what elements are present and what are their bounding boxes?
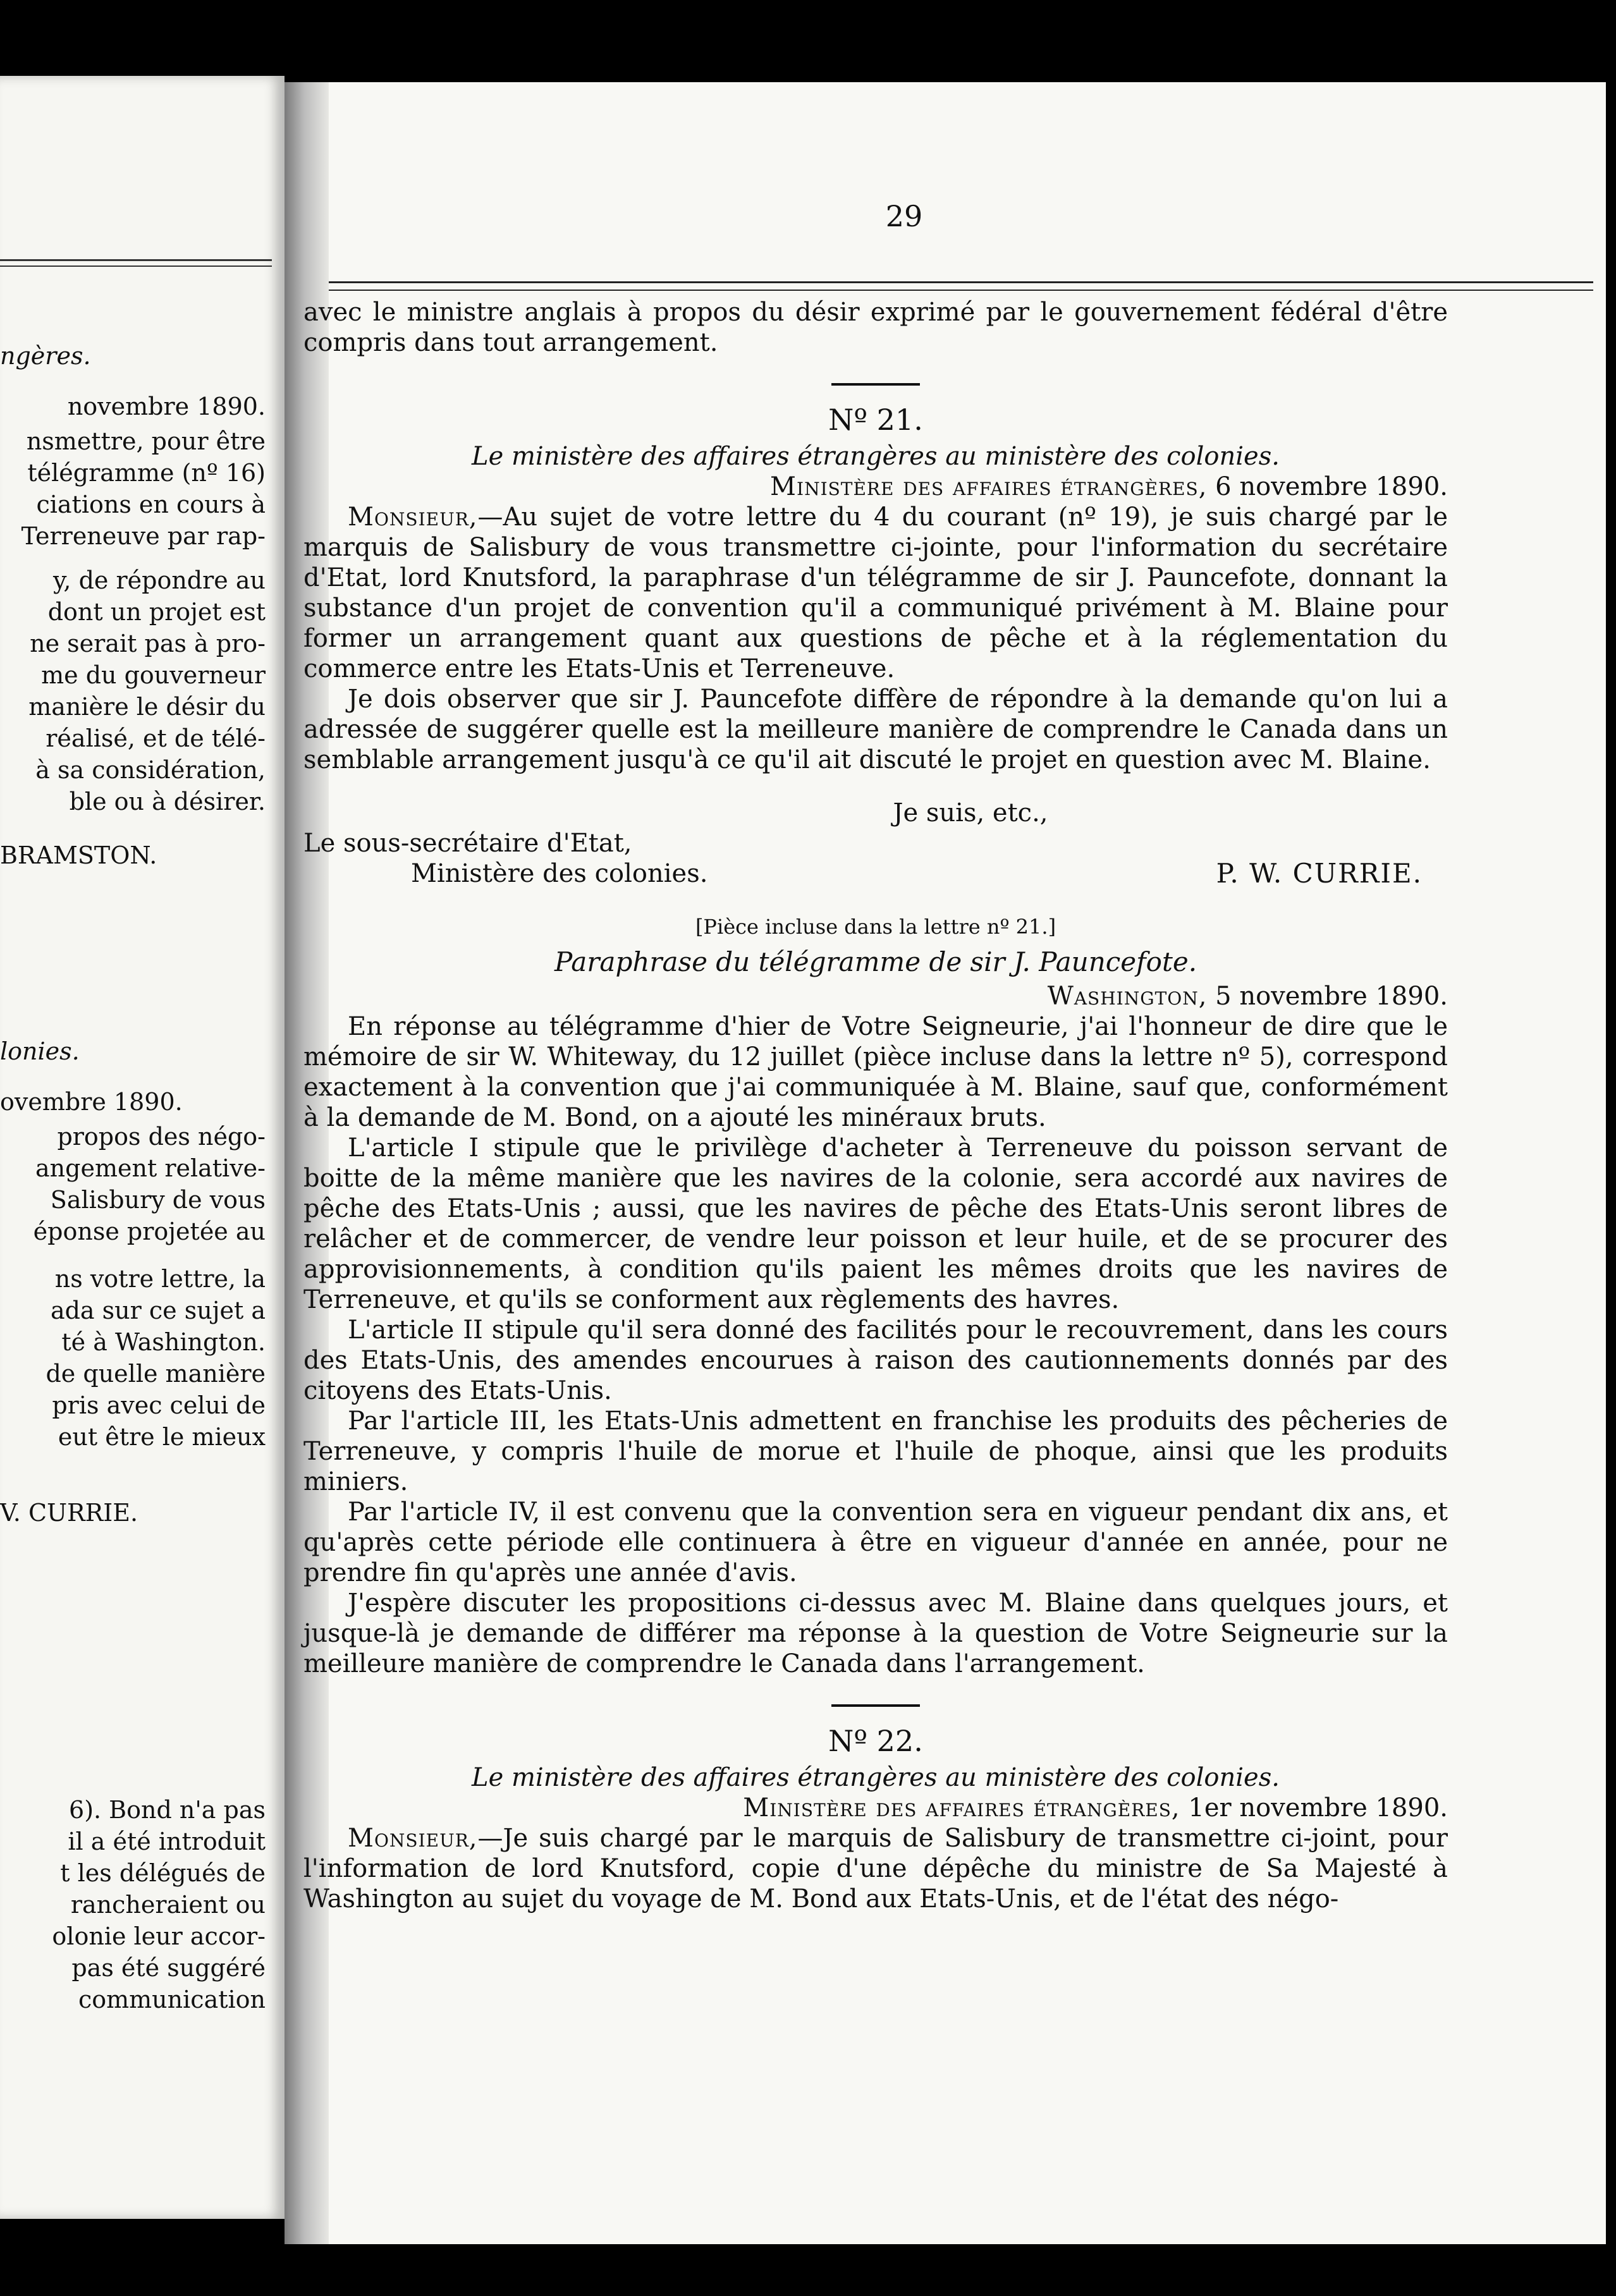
document-21-paragraph-2: Je dois observer que sir J. Pauncefote diffère de répondre à la demande qu'on lui a adressée de suggérer quelle est la meilleure manière de comprendre le Canada dans un semblable arrangement jusqu'à ce qu'il ait discuté le projet en question avec M. Blaine. [303,685,1448,774]
left-page-line: nsmettre, pour être [26,427,266,455]
document-21-dateline [303,472,1448,502]
left-page-line: novembre 1890. [67,393,266,420]
enclosure-title: Paraphrase du télégramme de sir J. Pauncefote. [554,946,1197,977]
enclosure-paragraph: L'article I stipule que le privilège d'acheter à Terreneuve du poisson servant de boitte de la même manière que les navires de la colonie, sera accordé aux navires de pêche des Etats-Unis ; aussi, que les navires de pêche des Etats-Unis seront libres de relâcher et de commercer, de vendre leur poisson et leur huile, et de se procurer des approvisionnements, à condition qu'ils paient les mêmes droits que les navires de Terreneuve, et qu'ils se conforment aux règlements des havres. [303,1133,1448,1314]
document-22-paragraph-1 [303,1823,1448,1914]
dateline-date: 6 novembre 1890. [1215,472,1448,501]
left-header-rule [0,259,272,261]
enclosure-paragraph: J'espère discuter les propositions ci-dessus avec M. Blaine dans quelques jours, et jusque-là je demande de différer ma réponse à la question de Votre Seigneurie sur la meilleure manière de comprendre le Canada dans l'arrangement. [303,1589,1448,1678]
main-page [285,82,1606,2244]
left-page-line: BRAMSTON. [0,841,157,869]
left-page-line: ble ou à désirer. [69,788,266,815]
left-page-line: propos des négo- [57,1123,266,1151]
page-number: 29 [885,199,923,233]
header-rule [329,281,1593,283]
left-page-line: dont un projet est [47,598,266,626]
document-22-dateline [303,1793,1448,1823]
header-rule-2 [329,290,1593,291]
left-page-line: rancheraient ou [70,1891,266,1919]
salutation: Monsieur, [348,503,478,532]
left-page-line: éponse projetée au [33,1218,266,1245]
recipient-line-1: Le sous-secrétaire d'Etat, [303,829,632,858]
document-number-22: Nº 22. [828,1724,923,1758]
left-page-line: ovembre 1890. [0,1088,183,1116]
enclosure-paragraph: En réponse au télégramme d'hier de Votre Seigneurie, j'ai l'honneur de dire que le mémoire de sir W. Whiteway, du 12 juillet (pièce incluse dans la lettre nº 5), correspond exactement à la convention que j'ai communiquée à M. Blaine, sauf que, conformément à la demande de M. Bond, on a ajouté les minéraux bruts. [303,1012,1448,1132]
salutation: Monsieur, [348,1824,478,1853]
left-page-line: ns votre lettre, la [54,1265,266,1293]
left-page-line: V. CURRIE. [0,1499,138,1527]
section-divider [831,1704,920,1707]
left-page-line: t les délégués de [60,1859,266,1887]
dateline-place: Ministère des affaires étrangères, [743,1793,1180,1823]
left-page-line: 6). Bond n'a pas [69,1796,266,1824]
left-page-line: Terreneuve par rap- [21,522,266,550]
left-page-line: ne serait pas à pro- [30,630,266,657]
left-page-line: manière le désir du [28,693,266,721]
document-22-heading: Le ministère des affaires étrangères au ministère des colonies. [472,1763,1280,1792]
left-page-line: eut être le mieux [58,1423,266,1451]
enclosure-paragraph: L'article II stipule qu'il sera donné des facilités pour le recouvrement, dans les cours des Etats-Unis, des amendes encourues à raison des cautionnements donnés par des citoyens des Etats-Unis. [303,1316,1448,1405]
left-page-line: lonies. [0,1037,80,1065]
left-page-line: me du gouverneur [41,661,266,689]
paragraph-text: —Au sujet de votre lettre du 4 du courant (nº 19), je suis chargé par le marquis de Salisbury de vous transmettre ci-jointe, pour l'information du secrétaire d'Etat, lord Knutsford, la paraphrase d'un télégramme de sir J. Pauncefote, donnant la substance d'un projet de convention qu'il a communiqué privément à M. Blaine pour former un arrangement quant aux questions de pêche et à la réglementation du commerce entre les Etats-Unis et Terreneuve. [303,503,1448,683]
left-page-line: télégramme (nº 16) [27,459,266,487]
left-page-line: il a été introduit [68,1828,266,1855]
paragraph-text: —Je suis chargé par le marquis de Salisbury de transmettre ci-joint, pour l'information de lord Knutsford, copie d'une dépêche du ministre de Sa Majesté à Washington au sujet du voyage de M. Bond aux Etats-Unis, et de l'état des négo- [303,1824,1448,1914]
document-21-heading: Le ministère des affaires étrangères au ministère des colonies. [472,442,1280,471]
signature-block [303,828,1448,889]
left-facing-page [0,76,285,2219]
enclosure-note: [Pièce incluse dans la lettre nº 21.] [695,915,1056,939]
continuation-paragraph: avec le ministre anglais à propos du désir exprimé par le gouvernement fédéral d'être compris dans tout arrangement. [303,298,1448,357]
closing-formula: Je suis, etc., [893,798,1048,827]
enclosure-dateline [303,981,1448,1011]
left-page-line: réalisé, et de télé- [46,724,266,752]
left-page-line: de quelle manière [46,1360,266,1388]
document-21-paragraph-1 [303,502,1448,684]
dateline-date: 1er novembre 1890. [1188,1793,1448,1823]
left-page-line: y, de répondre au [53,566,266,594]
left-page-line: angement relative- [35,1154,266,1182]
left-page-line: olonie leur accor- [52,1922,266,1950]
dateline-place: Ministère des affaires étrangères, [770,472,1208,501]
left-page-line: pris avec celui de [52,1391,266,1419]
dateline-date: 5 novembre 1890. [1215,982,1448,1011]
signature: P. W. CURRIE. [1216,858,1423,889]
recipient-block [303,828,707,889]
left-page-line: ngères. [0,342,91,370]
left-page-line: pas été suggéré [71,1954,266,1982]
enclosure-paragraph: Par l'article III, les Etats-Unis admettent en franchise les produits des pêcheries de Terreneuve, y compris l'huile de morue et l'huile de phoque, ainsi que les produits miniers. [303,1407,1448,1496]
enclosure-paragraph: Par l'article IV, il est convenu que la convention sera en vigueur pendant dix ans, et qu'après cette période elle continuera à être en vigueur d'année en année, pour ne prendre fin qu'après une année d'avis. [303,1498,1448,1587]
left-page-line: ada sur ce sujet a [50,1297,266,1324]
left-page-line: à sa considération, [35,756,266,784]
left-page-line: té à Washington. [61,1328,266,1356]
document-number-21: Nº 21. [828,403,923,437]
dateline-place: Washington, [1047,982,1208,1011]
recipient-line-2: Ministère des colonies. [411,859,708,888]
left-page-line: Salisbury de vous [50,1186,266,1214]
left-page-line: ciations en cours à [36,491,266,518]
left-page-line: communication [78,1986,266,2013]
main-text-block [303,297,1448,1914]
section-divider [831,383,920,386]
left-header-rule-2 [0,266,272,267]
